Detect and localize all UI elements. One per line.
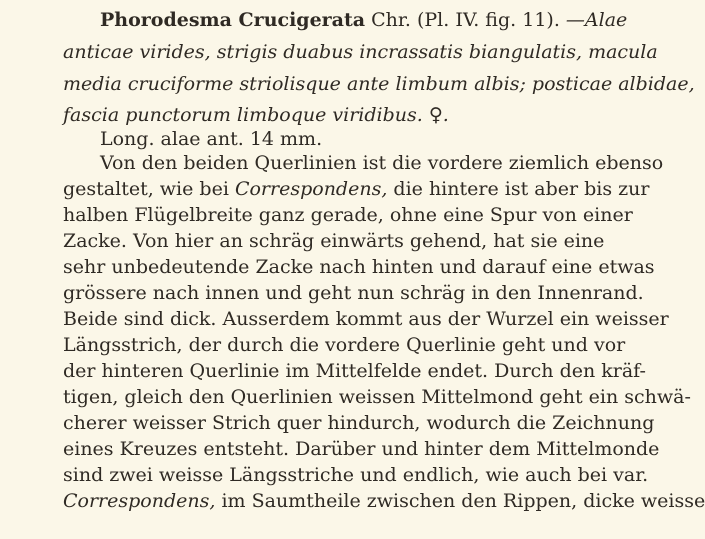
body-line: sehr unbedeutende Zacke nach hinten und darauf eine etwas — [63, 256, 655, 278]
body-line: Von den beiden Querlinien ist die vordere ziemlich ebenso — [100, 152, 664, 174]
body-line: cherer weisser Strich quer hindurch, wodurch die Zeichnung — [63, 412, 655, 434]
diagnosis-line: anticae virides, strigis duabus incrassatis biangulatis, macula — [63, 41, 658, 63]
heading-line — [100, 5, 628, 35]
diagnosis-line: fascia punctorum limboque viridibus. ♀. — [63, 104, 449, 126]
body-text: gestaltet, wie bei — [63, 178, 229, 200]
author-reference: Chr. (Pl. IV. fig. 11). — [371, 9, 560, 31]
body-line: halben Flügelbreite ganz gerade, ohne eine Spur von einer — [63, 204, 633, 226]
body-line — [63, 486, 705, 516]
species-reference: Correspondens, — [63, 490, 216, 512]
body-line: Zacke. Von hier an schräg einwärts gehend, hat sie eine — [63, 230, 605, 252]
body-line: Beide sind dick. Ausserdem kommt aus der Wurzel ein weisser — [63, 308, 669, 330]
body-line: der hinteren Querlinie im Mittelfelde endet. Durch den kräf- — [63, 360, 646, 382]
diagnosis-start: —Alae — [565, 9, 628, 31]
body-line: tigen, gleich den Querlinien weissen Mittelmond geht ein schwä- — [63, 386, 691, 408]
body-text: im Saumtheile zwischen den Rippen, dicke weisse — [221, 490, 705, 512]
species-reference: Correspondens, — [234, 178, 388, 200]
measurement-line: Long. alae ant. 14 mm. — [100, 128, 323, 150]
body-text: die hintere ist aber bis zur — [393, 178, 650, 200]
body-line: eines Kreuzes entsteht. Darüber und hinter dem Mittelmonde — [63, 438, 660, 460]
body-line: Längsstrich, der durch die vordere Querlinie geht und vor — [63, 334, 626, 356]
body-line: sind zwei weisse Längsstriche und endlich, wie auch bei var. — [63, 464, 649, 486]
diagnosis-line: media cruciforme striolisque ante limbum albis; posticae albidae, — [63, 73, 695, 95]
species-name: Phorodesma Crucigerata — [100, 9, 366, 31]
body-line: grössere nach innen und geht nun schräg in den Innenrand. — [63, 282, 644, 304]
